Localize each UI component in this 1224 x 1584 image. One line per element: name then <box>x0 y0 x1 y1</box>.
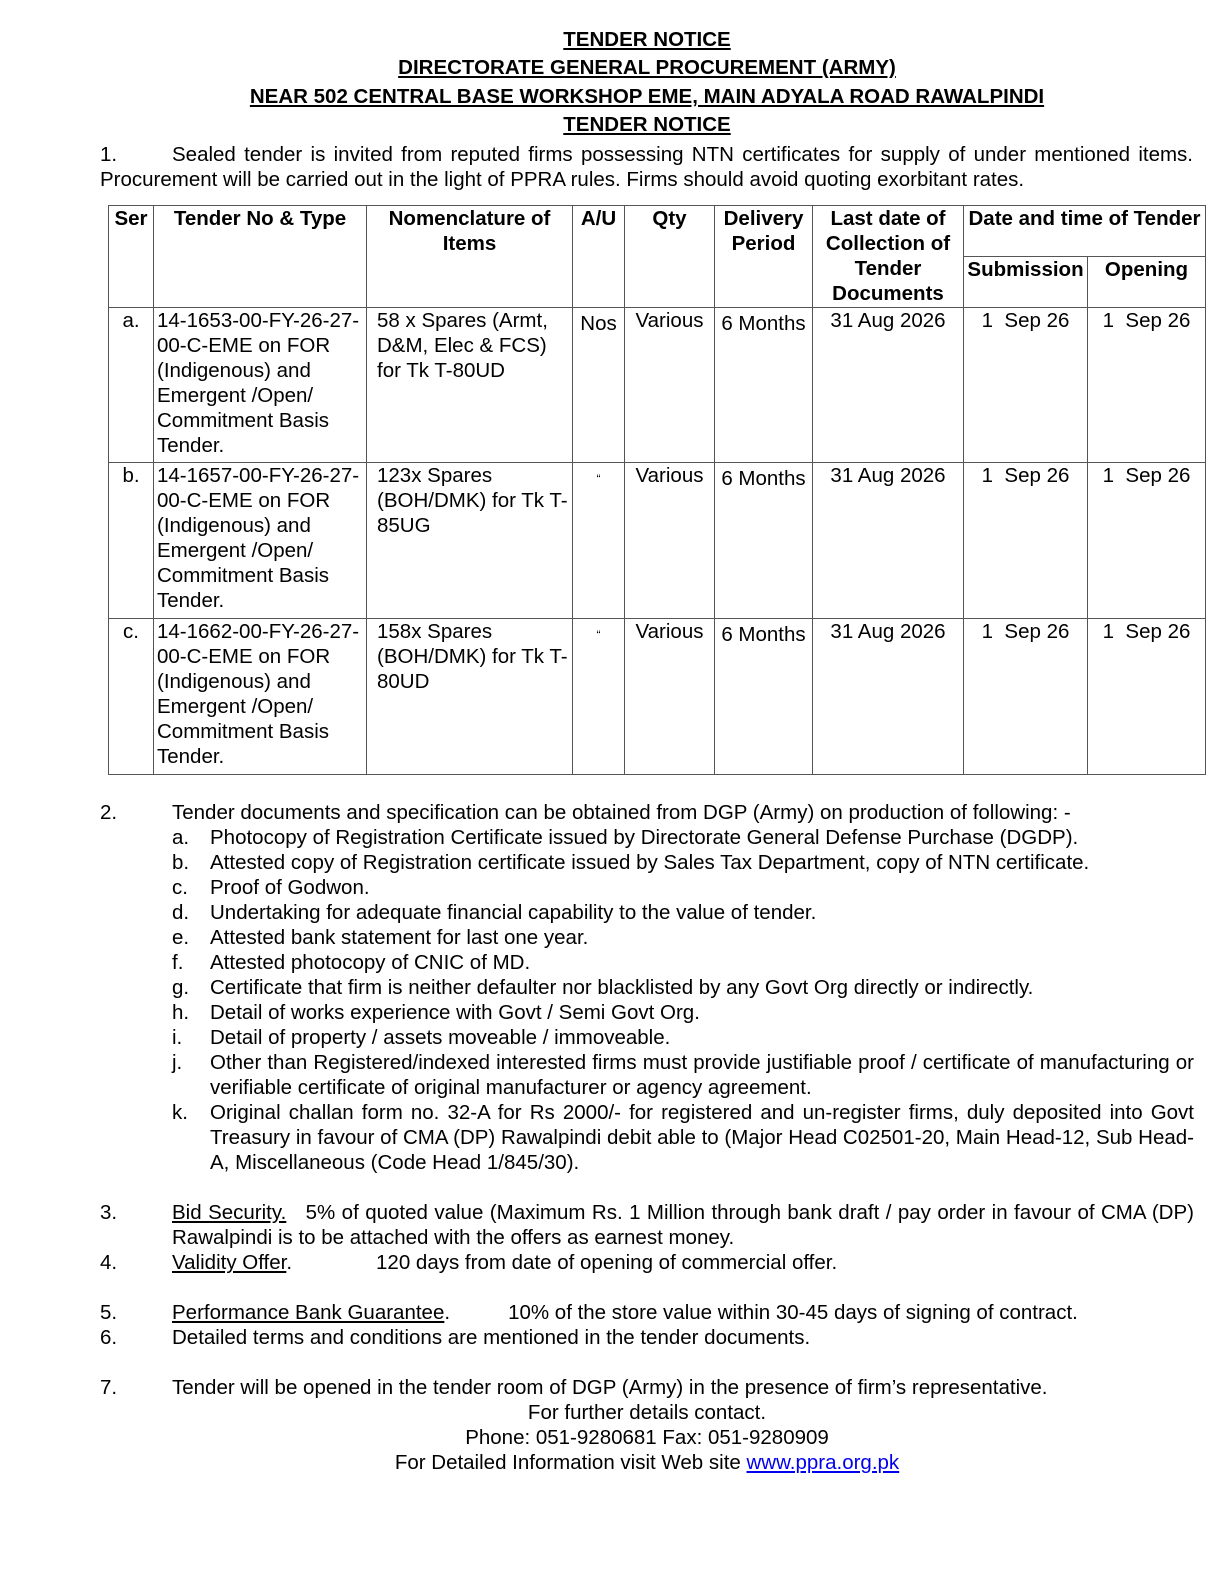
paragraph-1 <box>100 142 1193 192</box>
header-ser: Ser <box>109 206 154 308</box>
item-text: Attested copy of Registration certificate issued by Sales Tax Department, copy of NTN certificate. <box>210 851 1090 874</box>
cell-last-date: 31 Aug 2026 <box>813 619 964 775</box>
cell-submission: 1 Sep 26 <box>964 619 1088 775</box>
cell-opening: 1 Sep 26 <box>1088 619 1206 775</box>
header-date-time: Date and time of Tender <box>964 206 1206 257</box>
header-delivery: Delivery Period <box>715 206 813 308</box>
item-letter: a. <box>172 826 190 849</box>
item-text: Undertaking for adequate financial capability to the value of tender. <box>210 901 817 924</box>
item-letter: h. <box>172 1001 190 1024</box>
paragraph-number: 7. <box>100 1376 118 1399</box>
cell-tender-no: 14-1662-00-FY-26-27-00-C-EME on FOR (Indigenous) and Emergent /Open/ Commitment Basis Tender. <box>154 619 367 775</box>
item-letter: j. <box>172 1051 183 1074</box>
item-letter: i. <box>172 1026 183 1049</box>
header-nomenclature: Nomenclature of Items <box>367 206 573 308</box>
address-title: NEAR 502 CENTRAL BASE WORKSHOP EME, MAIN ADYALA ROAD RAWALPINDI <box>249 85 1045 108</box>
paragraph-label: Validity Offer <box>172 1251 287 1274</box>
table-row <box>109 619 1206 775</box>
cell-opening: 1 Sep 26 <box>1088 308 1206 463</box>
cell-nomenclature: 158x Spares (BOH/DMK) for Tk T-80UD <box>367 619 573 775</box>
paragraph-2 <box>100 800 1194 1175</box>
website-line <box>0 1450 1224 1475</box>
table-row <box>109 463 1206 619</box>
item-text: Photocopy of Registration Certificate issued by Directorate General Defense Purchase (DGDP). <box>210 826 1079 849</box>
item-text: Certificate that firm is neither defaulter nor blacklisted by any Govt Org directly or indirectly. <box>210 976 1034 999</box>
header-qty: Qty <box>625 206 715 308</box>
list-item <box>172 900 1194 925</box>
cell-delivery: 6 Months <box>715 619 813 775</box>
paragraph-text: Tender will be opened in the tender room of DGP (Army) in the presence of firm’s representative. <box>172 1376 1048 1399</box>
cell-au: “ <box>573 619 625 775</box>
paragraph-6 <box>100 1325 1194 1350</box>
list-item <box>172 850 1194 875</box>
paragraph-number: 4. <box>100 1251 118 1274</box>
cell-delivery: 6 Months <box>715 463 813 619</box>
cell-delivery: 6 Months <box>715 308 813 463</box>
paragraph-5: 5. Performance Bank Guarantee. 10% of the store value within 30-45 days of signing of contract. <box>100 1301 1078 1324</box>
cell-au: Nos <box>573 308 625 463</box>
paragraph-text: 120 days from date of opening of commercial offer. <box>376 1251 838 1274</box>
item-text: Other than Registered/indexed interested firms must provide justifiable proof / certificate of manufacturing or verifiable certificate of original manufacturer or agency agreement. <box>210 1051 1194 1099</box>
paragraph-number: 6. <box>100 1326 118 1349</box>
cell-qty: Various <box>625 463 715 619</box>
paragraph-number: 5. <box>100 1301 118 1324</box>
item-text: Attested bank statement for last one year. <box>210 926 589 949</box>
item-text: Detail of property / assets moveable / immoveable. <box>210 1026 671 1049</box>
website-link[interactable]: www.ppra.org.pk <box>746 1451 900 1474</box>
header-au: A/U <box>573 206 625 308</box>
item-letter: d. <box>172 901 190 924</box>
paragraph-text: 10% of the store value within 30-45 days of signing of contract. <box>508 1301 1078 1324</box>
item-text: Original challan form no. 32-A for Rs 2000/- for registered and un-register firms, duly deposited into Govt Treasury in favour of CMA (DP) Rawalpindi debit able to (Major Head C02501-20, Main Head-12, Sub Head-A, Miscellaneous (Code Head 1/845/30). <box>210 1101 1194 1174</box>
paragraph-text: Tender documents and specification can be obtained from DGP (Army) on production of following: - <box>172 801 1071 824</box>
item-letter: c. <box>172 876 188 899</box>
item-letter: e. <box>172 926 190 949</box>
list-item <box>172 975 1194 1000</box>
list-item <box>172 1025 1194 1050</box>
notice-title: TENDER NOTICE <box>563 28 731 51</box>
header-tender-no: Tender No & Type <box>154 206 367 308</box>
cell-last-date: 31 Aug 2026 <box>813 308 964 463</box>
list-item <box>172 825 1194 850</box>
cell-qty: Various <box>625 619 715 775</box>
header-last-date: Last date of Collection of Tender Documents <box>813 206 964 308</box>
cell-au: “ <box>573 463 625 619</box>
paragraph-4: 4. Validity Offer. 120 days from date of opening of commercial offer. <box>100 1251 838 1274</box>
cell-qty: Various <box>625 308 715 463</box>
paragraph-number: 1. <box>100 143 118 166</box>
cell-last-date: 31 Aug 2026 <box>813 463 964 619</box>
item-letter: f. <box>172 951 184 974</box>
cell-ser: c. <box>109 619 154 775</box>
item-letter: b. <box>172 851 190 874</box>
item-letter: g. <box>172 976 190 999</box>
header-submission: Submission <box>964 257 1088 308</box>
paragraph-label: Bid Security. <box>172 1201 287 1224</box>
paragraph-text: Sealed tender is invited from reputed firms possessing NTN certificates for supply of under mentioned items. Procurement will be carried out in the light of PPRA rules. Firms should avoid quoting exorbitant rates. <box>100 143 1193 191</box>
paragraph-text: Detailed terms and conditions are mentioned in the tender documents. <box>172 1326 811 1349</box>
cell-nomenclature: 123x Spares (BOH/DMK) for Tk T-85UG <box>367 463 573 619</box>
header-opening: Opening <box>1088 257 1206 308</box>
paragraph-7 <box>100 1375 1194 1400</box>
tender-table <box>108 205 1206 775</box>
item-text: Detail of works experience with Govt / Semi Govt Org. <box>210 1001 700 1024</box>
cell-opening: 1 Sep 26 <box>1088 463 1206 619</box>
cell-nomenclature: 58 x Spares (Armt, D&M, Elec & FCS) for Tk T-80UD <box>367 308 573 463</box>
list-item <box>172 1100 1194 1175</box>
item-letter: k. <box>172 1101 188 1124</box>
phone-fax-line: Phone: 051-9280681 Fax: 051-9280909 <box>465 1426 829 1449</box>
paragraph-number: 3. <box>100 1201 118 1224</box>
cell-submission: 1 Sep 26 <box>964 463 1088 619</box>
paragraph-number: 2. <box>100 801 118 824</box>
website-prefix: For Detailed Information visit Web site <box>394 1451 741 1474</box>
contact-line: For further details contact. <box>527 1401 767 1424</box>
paragraph-3 <box>100 1200 1194 1250</box>
paragraph-text: 5% of quoted value (Maximum Rs. 1 Million through bank draft / pay order in favour of CMA (DP) Rawalpindi is to be attached with the offers as earnest money. <box>172 1201 1194 1249</box>
list-item <box>172 875 1194 900</box>
list-item <box>172 925 1194 950</box>
cell-ser: a. <box>109 308 154 463</box>
cell-tender-no: 14-1653-00-FY-26-27-00-C-EME on FOR (Indigenous) and Emergent /Open/ Commitment Basis Tender. <box>154 308 367 463</box>
table-header-row <box>109 206 1206 257</box>
list-item <box>172 1050 1194 1100</box>
cell-submission: 1 Sep 26 <box>964 308 1088 463</box>
item-text: Attested photocopy of CNIC of MD. <box>210 951 531 974</box>
list-item <box>172 950 1194 975</box>
table-row <box>109 308 1206 463</box>
cell-ser: b. <box>109 463 154 619</box>
notice-subtitle: TENDER NOTICE <box>563 113 731 136</box>
paragraph-2-intro <box>100 800 1194 825</box>
cell-tender-no: 14-1657-00-FY-26-27-00-C-EME on FOR (Indigenous) and Emergent /Open/ Commitment Basis Tender. <box>154 463 367 619</box>
item-text: Proof of Godwon. <box>210 876 370 899</box>
paragraph-label: Performance Bank Guarantee <box>172 1301 445 1324</box>
directorate-title: DIRECTORATE GENERAL PROCUREMENT (ARMY) <box>398 56 896 79</box>
list-item <box>172 1000 1194 1025</box>
